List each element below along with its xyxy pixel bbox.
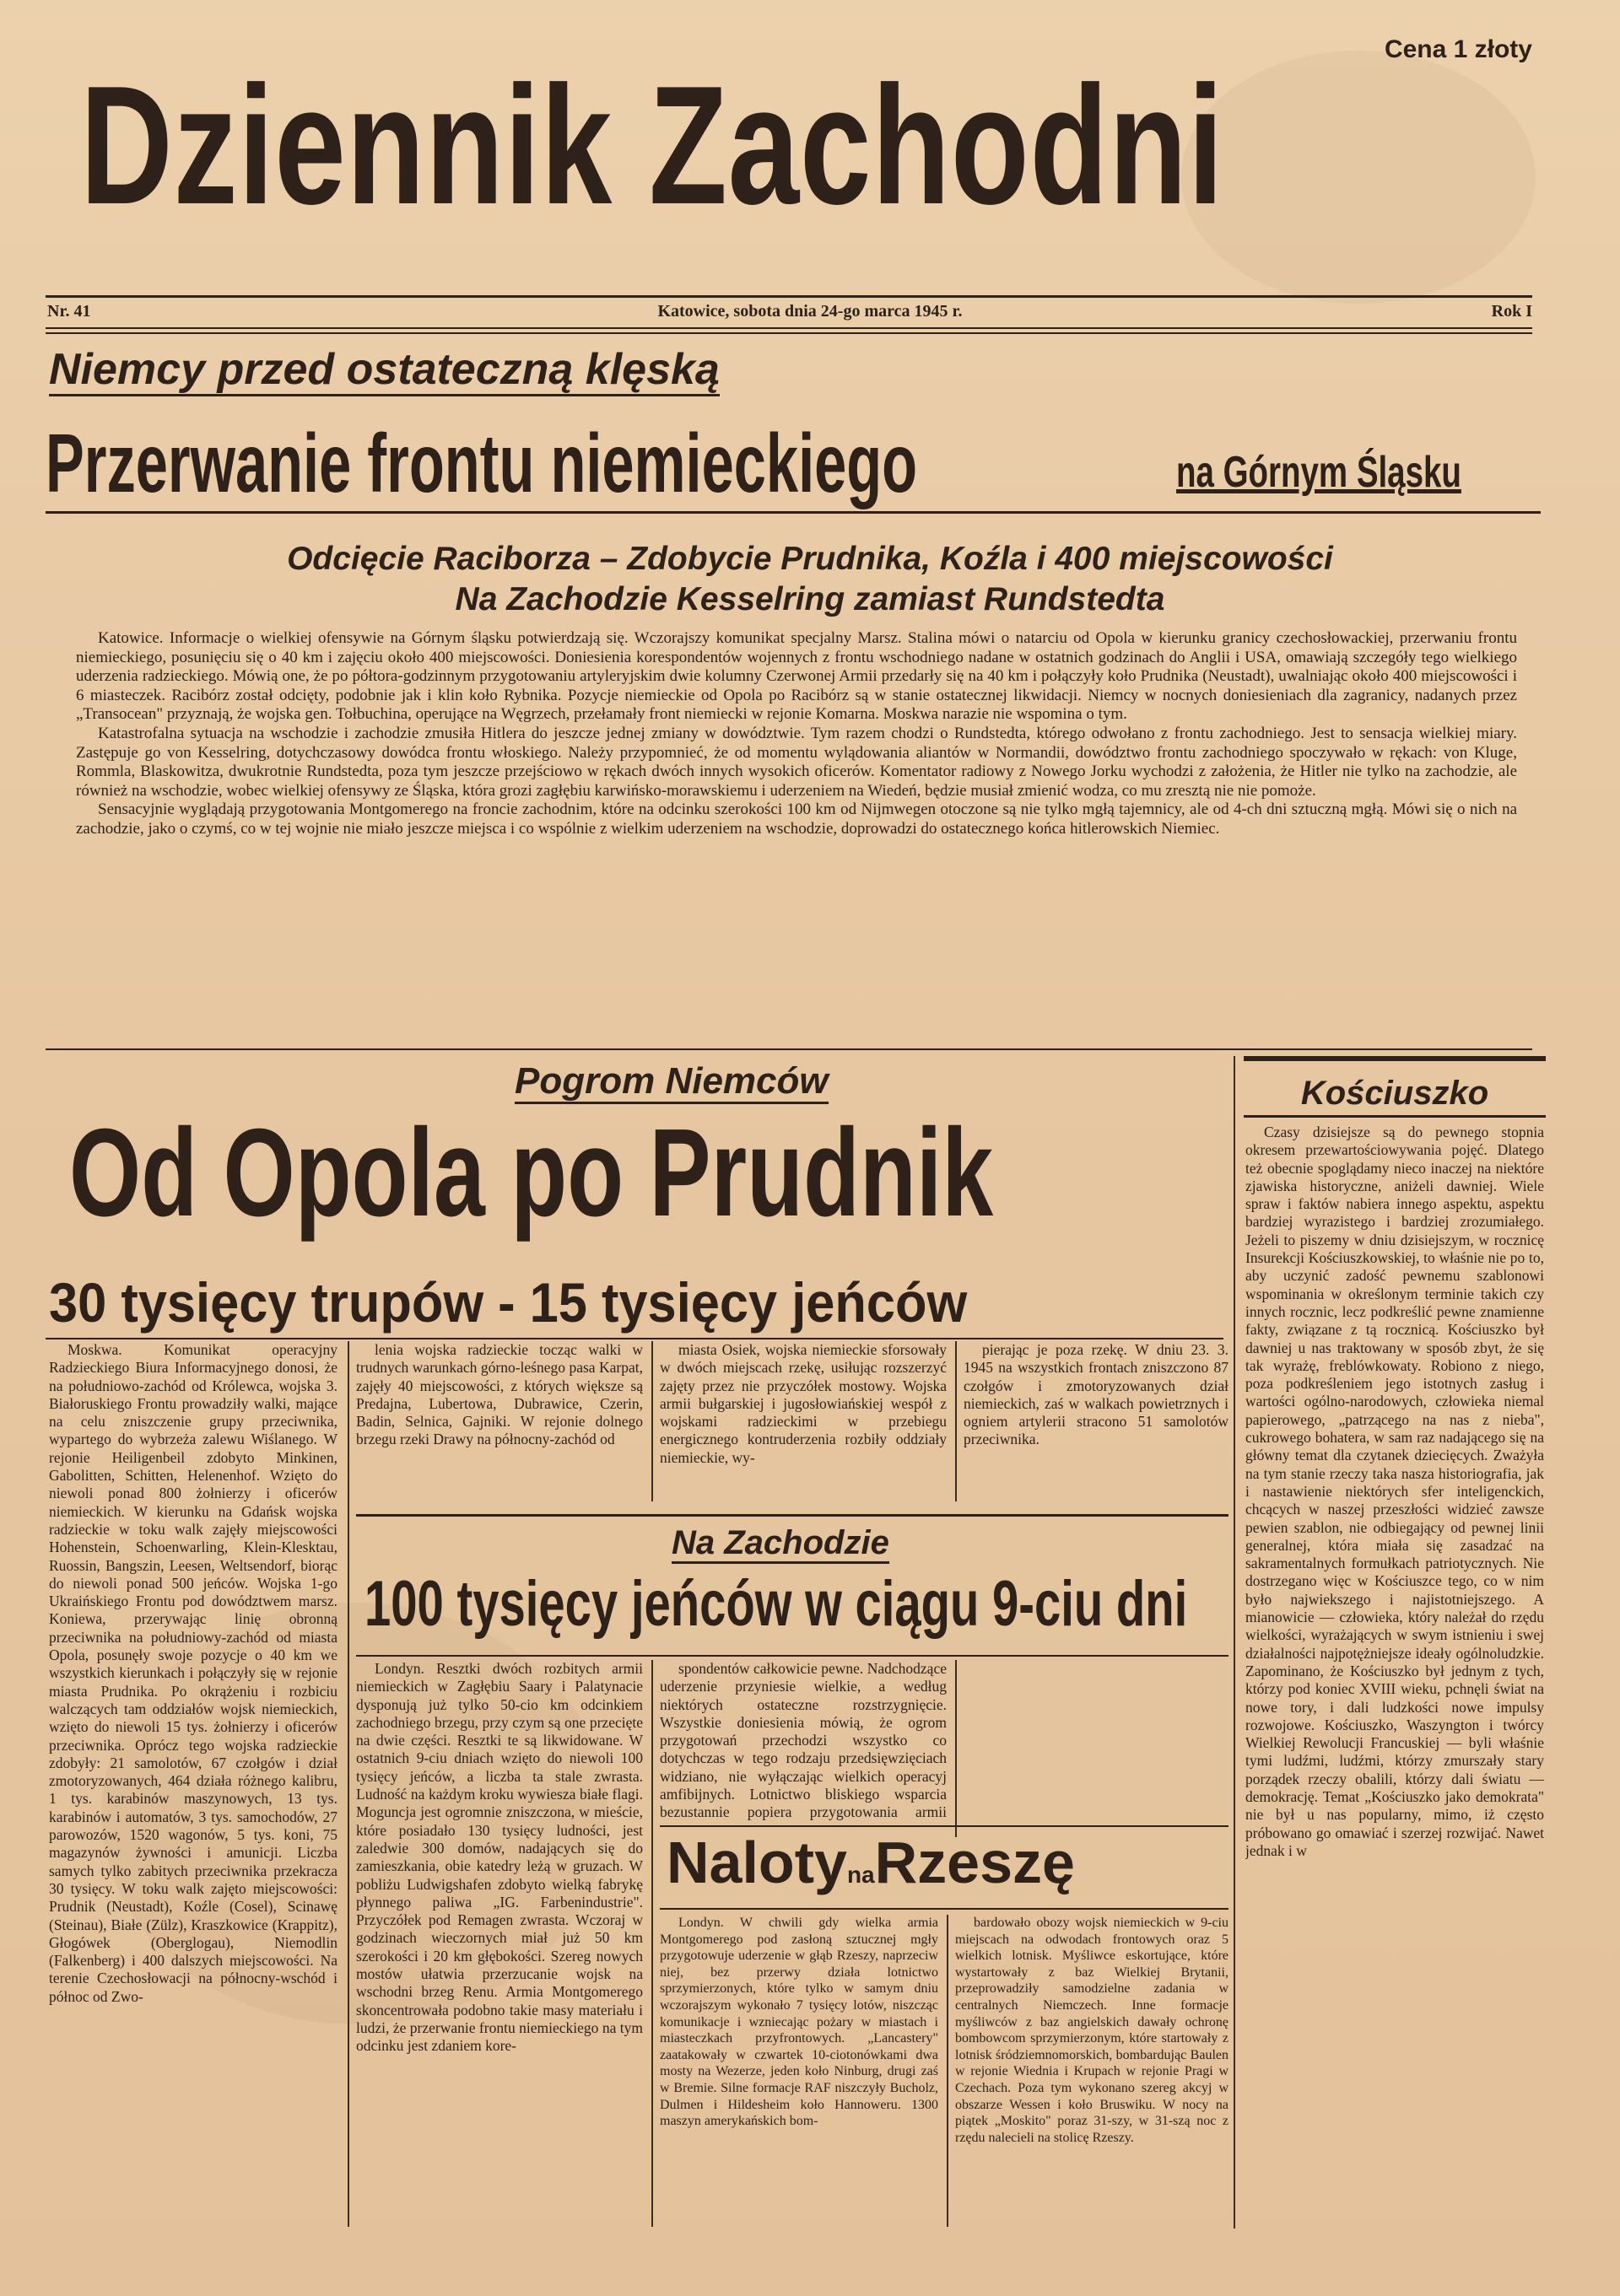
volume-year: Rok I <box>1491 302 1532 321</box>
lead-subhead: Na Zachodzie Kesselring zamiast Rundstedta <box>455 581 1165 617</box>
zachod-column-continued <box>964 1660 1228 1820</box>
paragraph: Sensacyjnie wyglądają przygotowania Montgomerego na froncie zachodnim, które na odcinku szerokości 100 km od Nijmwegen otoczone są nie tylko mgłą tajemnicy, ale od 4-ch dni sztuczną mgłą. Mówi się o nich na zachodzie, jako o czymś, co w tej wojnie nie miało jeszcze miejsca i co wspólnie z wielkim uderzeniem na wschodzie, doprowadzi do ostatecznego końca hitlerowskich Niemiec. <box>76 800 1517 838</box>
pogrom-column: lenia wojska radzieckie tocząc walki w trudnych warunkach górno-leśnego pasa Karpat, zajęły 40 miejscowości, z których większe są Predajna, Lubertowa, Dubrawice, Czerin, Badin, Selnica, Gajniki. W rejonie dolnego brzegu rzeki Drawy na północny-zachód od <box>356 1341 643 1448</box>
divider <box>46 327 1532 329</box>
paragraph: Katowice. Informacje o wielkiej ofensywie na Górnym śląsku potwierdzają się. Wczorajszy komunikat specjalny Marsz. Stalina mówi o natarciu od Opola w kierunku granicy czechosłowackiej, przerwaniu frontu niemieckiego, posunięciu się o 40 km i zajęciu około 400 miejscowości. Doniesienia korespondentów wojennych z frontu wschodniego nadane w ostatnich godzinach do Anglii i USA, omawiają szczegóły tego wielkiego uderzenia radzieckiego. Mówią one, że po półtora-godzinnym przygotowaniu artyleryjskim dwie kolumny Czerwonej Armii przedarły się na 40 km i połączyły koło Prudnika (Neustadt), uwalniając około 400 miejscowości i 6 miasteczek. Racibórz został odcięty, podobnie jak i klin koło Rybnika. Pozycje niemieckie od Opola po Racibórz są w stanie ostatecznej likwidacji. Niemcy w nocnych doniesieniach dla zagranicy, nadanych przez „Transocean" przyznają, że wojska gen. Tołbuchina, operujące na Węgrzech, przełamały front niemiecki w rejonie Komarna. Moskwa narazie nie wspomina o tym. <box>76 629 1517 724</box>
divider <box>46 1048 1532 1050</box>
naloty-headline: NalotynaRzeszę <box>667 1830 1075 1895</box>
divider <box>955 1341 957 1501</box>
masthead-title: Dziennik Zachodni <box>80 51 1224 240</box>
divider <box>1244 1115 1546 1118</box>
zachod-column: spondentów całkowicie pewne. Nadchodzące uderzenie przyniesie wielkie, a według niektórych ostateczne rozstrzygnięcie. Wszystkie doniesienia mówią, że ogrom przygotowań przechodzi wszystko co dotychczas w tego rodzaju przedsięwzięciach widziano, nie wyłączając wielkich operacyj amfibijnych. Lotnictwo bliskiego wsparcia bezustannie popiera przygotowania armii <box>660 1660 947 1820</box>
price: Cena 1 złoty <box>1384 35 1532 63</box>
naloty-column: Londyn. W chwili gdy wielka armia Montgomerego pod zasłoną sztucznej mgły przygotowuje uderzenie w głąb Rzeszy, naprzeciw niej, bez przerwy działa lotnictwo sprzymierzonych, które tylko w samym dniu wczorajszym wykonało 7 tysięcy lotów, niszcząc komunikacje i wzniecając pożary w miastach i miasteczkach przyfrontowych. „Lancastery" zaatakowały w czwartek 10-ciotonówkami dwa mosty na Wezerze, jeden koło Ninburg, drugi zaś w Bremie. Silne formacje RAF niszczyły Bucholz, Dulmen i Hildesheim koło Hannoweru. 1300 maszyn amerykańskich bom- <box>660 1916 938 2129</box>
zachod-headline: 100 tysięcy jeńców w ciągu 9-ciu dni <box>364 1568 1188 1640</box>
pogrom-column: pierając je poza rzekę. W dniu 23. 3. 1945 na wszystkich frontach zniszczono 87 czołgów i zmotoryzowanych dział niemieckich, zaś w walkach powietrznych i ogniem artylerii stracono 51 samolotów przeciwnika. <box>964 1341 1228 1448</box>
divider <box>46 511 1541 514</box>
lead-subhead: Odcięcie Raciborza – Zdobycie Prudnika, Koźla i 400 miejscowości <box>287 541 1333 577</box>
dateline: Katowice, sobota dnia 24-go marca 1945 r. <box>657 302 963 321</box>
kosciuszko-headline: Kościuszko <box>1300 1075 1489 1112</box>
lead-article <box>76 629 1517 839</box>
zachod-kicker: Na Zachodzie <box>672 1523 889 1563</box>
divider <box>947 1915 948 2227</box>
divider <box>955 1660 957 1837</box>
divider <box>46 332 1532 334</box>
divider <box>356 1655 1228 1657</box>
pogrom-column: Moskwa. Komunikat operacyjny Radzieckiego Biura Informacyjnego donosi, że na południowo-zachód od Królewca, wojska 3. Białoruskiego Frontu prowadziły walki, mające na celu zniszczenie grupy przeciwnika, wypartego do wybrzeża zalewu Wiślanego. W rejonie Heiligenbeil zdobyto Minkinen, Gabolitten, Schitten, Helenenhof. Wzięto do niewoli ponad 800 żołnierzy i oficerów niemieckich. W kierunku na Gdańsk wojska radzieckie w toku walk zajęły miejscowości Hohenstein, Schoenwarling, Klein-Klesktau, Ruossin, Bangszin, Leesen, Weltsendorf, biorąc do niewoli ponad 500 jeńców. Wojska 1-go Ukraińskiego Frontu pod dowództwem marsz. Koniewa, przerywając linię obronną przeciwnika na południowy-zachód od miasta Opola, posunęły swoje pozycje o 40 km we wszystkich kierunkach i połączyły się w rejonie miasta Prudnika. Po okrążeniu i rozbiciu walczących tam oddziałów wojsk niemieckich, wzięto do niewoli 15 tys. żołnierzy i oficerów przeciwnika. Oprócz tego wojska radzieckie zdobyły: 21 samolotów, 67 czołgów i dział zmotoryzowanych, 464 działa różnego kalibru, 1 tys. karabinów maszynowych, 13 tys. karabinów i automatów, 3 tys. samochodów, 27 parowozów, 1520 wagonów, 5 tys. koni, 75 magazynów żywności i amunicji. Liczba samych tylko zabitych przeciwnika przekracza 30 tysięcy. W toku walk zajęto miejscowości: Prudnik (Neustadt), Koźle (Cosel), Scinawę (Steinau), Białe (Zülz), Kraszkowice (Krappitz), Głogówek (Oberglogau), Niemodlin (Falkenberg) i 400 dalszych miejscowości. Na terenie Czechosłowacji na północny-wschód i północ od Zwo- <box>49 1341 338 2005</box>
divider <box>660 1908 1228 1910</box>
divider <box>46 1338 1223 1339</box>
zachod-column: Londyn. Resztki dwóch rozbitych armii niemieckich w Zagłębiu Saary i Palatynacie dysponują już tylko 50-cio km odcinkiem zachodniego brzegu, przy czym są one przecięte na dwie części. Resztki te są likwidowane. W ostatnich 9-ciu dniach wzięto do niewoli 100 tysięcy jeńców, a liczba ta stale zwrasta. Ludność na każdym kroku wywiesza białe flagi. Moguncja jest ogromnie zniszczona, w mieście, które posiadało 130 tysięcy ludności, jest zaledwie 300 domów, nadających się do zamieszkania, obie katedry leżą w gruzach. W pobliżu Ludwigshafen zdobyto wielką fabrykę płynnego paliwa „IG. Farbenindustrie". Przyczółek pod Remagen zwrasta. Wczoraj w godzinach wieczornych miał już 50 km szerokości i 20 km głębokości. Szereg nowych mostów ułatwia przerzucanie wojsk na wschodni brzeg Renu. Armia Montgomerego skoncentrowała podobno takie masy materiału i ludzi, że przerwanie frontu niemieckiego na tym odcinku jest zdaniem kore- <box>356 1660 643 2055</box>
pogrom-subhead: 30 tysięcy trupów - 15 tysięcy jeńców <box>49 1271 968 1334</box>
paper-stain <box>1181 51 1536 304</box>
divider <box>660 1825 1228 1827</box>
pogrom-headline: Od Opola po Prudnik <box>69 1103 994 1242</box>
divider <box>651 1660 653 2227</box>
divider <box>651 1341 653 1501</box>
divider <box>46 295 1532 298</box>
lead-headline: Przerwanie frontu niemieckiego <box>46 417 918 509</box>
divider <box>348 1341 349 2227</box>
divider <box>356 1514 1228 1517</box>
paragraph: Katastrofalna sytuacja na wschodzie i zachodzie zmusiła Hitlera do jeszcze jednej zmiany w dowództwie. Tym razem chodzi o Rundstedta, którego odwołano z frontu zachodniego. Jest to sensacja wielkiej miary. Zastępuje go von Kesselring, dotychczasowy dowódca frontu włoskiego. Należy przypomnieć, że od momentu wylądowania aliantów w Normandii, dowództwo frontu zachodniego spoczywało w rękach: von Kluge, Rommla, Blaskowitza, dwukrotnie Rundstedta, poza tym jeszcze przejściowo w rękach dwóch innych wysokich oficerów. Komentator radiowy z Nowego Jorku wychodzi z założenia, że Hitler nie tylko na zachodzie, ale również na wschodzie, wobec wielkiej ofensywy ze Śląska, która grozi zagłębiu karwińsko-morawskiemu i uderzeniem na Wiedeń, będzie musiał zmienić wodza, co mu zresztą nie nie pomoże. <box>76 724 1517 800</box>
divider <box>1244 1056 1546 1061</box>
issue-number: Nr. 41 <box>47 302 91 321</box>
divider <box>1234 1056 1235 2229</box>
pogrom-kicker: Pogrom Niemców <box>515 1059 829 1103</box>
lead-headline-tail: na Górnym Śląsku <box>1176 448 1461 497</box>
lead-kicker: Niemcy przed ostateczną klęską <box>49 344 720 395</box>
kosciuszko-article: Czasy dzisiejsze są do pewnego stopnia okresem przewartościowywania pojęć. Dlatego też obecnie spoglądamy nieco inaczej na niektóre zjawiska historyczne, aniżeli dawniej. Wiele spraw i faktów nabiera innego aspektu, aspektu bardziej wyrazistego i bardziej zrozumiałego. Jeżeli to piszemy w dniu dzisiejszym, w rocznicę Insurekcji Kościuszkowskiej, to właśnie nie po to, aby uczynić zadość pewnemu szablonowi wspominania w określonym terminie takich czy innych rocznic, lecz podkreślić pewne znamienne fakty, związane z tą rocznicą. Kościuszko był dawniej u nas traktowany w sposób zbyt, że się tak wyrażę, freblówkowaty. Robiono z niego, poza podkreśleniem jego istotnych zasług i wartości ogólno-narodowych, człowieka niemal papierowego, „patrzącego na nas z nieba", cukrowego bohatera, w sam raz nadającego się na główny temat dla czytanek dziecięcych. Zważyła na tym stanie rzeczy taka nasza historiografia, jak i nastawienie niektórych sfer inteligenckich, chcących w naszej przeszłości widzieć zawsze pewien szablon, nie odbiegający od pewnej linii generalnej, która miała się zasadzać na sakramentalnych formułkach patriotycznych. Nie dostrzegano więc w Kościuszce tego, co w nim było najwiekszego i najistotniejszego. A mianowicie — człowieka, który należał do rzędu wielkości, wyrażających w swym istnieniu i swej działalności najpotężniejsze ideały ogólnoludzkie. Zapominano, że Kościuszko był jednym z tych, którzy pod koniec XVIII wieku, pchnęli świat na nowe tory, i dali ludzkości nowe impulsy rozwojowe. Kościuszko, Waszyngton i twórcy Wielkiej Rewolucji Francuskiej — byli właśnie tymi ludźmi, ludźmi, którzy zmurszały stary porządek rzeczy obalili, którzy dali światu — demokrację. Temat „Kościuszko jako demokrata" nie był u nas popularny, mimo, iż często próbowano go omawiać i szerzej rozwijać. Nawet jednak i w <box>1245 1124 1544 1859</box>
pogrom-column: miasta Osiek, wojska niemieckie sforsowały w dwóch miejscach rzekę, usiłując rozszerzyć zajęty przez nie przyczółek mostowy. Wojska armii bułgarskiej i jugosłowiańskiej wespół z wojskami radzieckimi w przebiegu energicznego kontruderzenia rozbiły oddziały niemieckie, wy- <box>660 1341 947 1466</box>
naloty-column: bardowało obozy wojsk niemieckich w 9-ciu miejscach na odwodach frontowych oraz 5 wielkich lotnisk. Myśliwce eskortujące, które wystartowały z baz Wielkiej Brytanii, przeprowadziły samodzielne zadania w centralnych Niemczech. Inne formacje myśliwców z baz angielskich dawały ochronę bombowcom sprzymierzonym, które startowały z lotnisk śródziemnomorskich, bombardując Baulen w rejonie Wiednia i Krupach w rejonie Pragi w Czechach. Poza tym wykonano szereg akcyj w obszarze Wessen i koło Bruswiku. W nocy na piątek „Moskito" poraz 31-szy, w 31-szą noc z rzędu nalecieli na stolicę Rzeszy. <box>955 1916 1228 2145</box>
